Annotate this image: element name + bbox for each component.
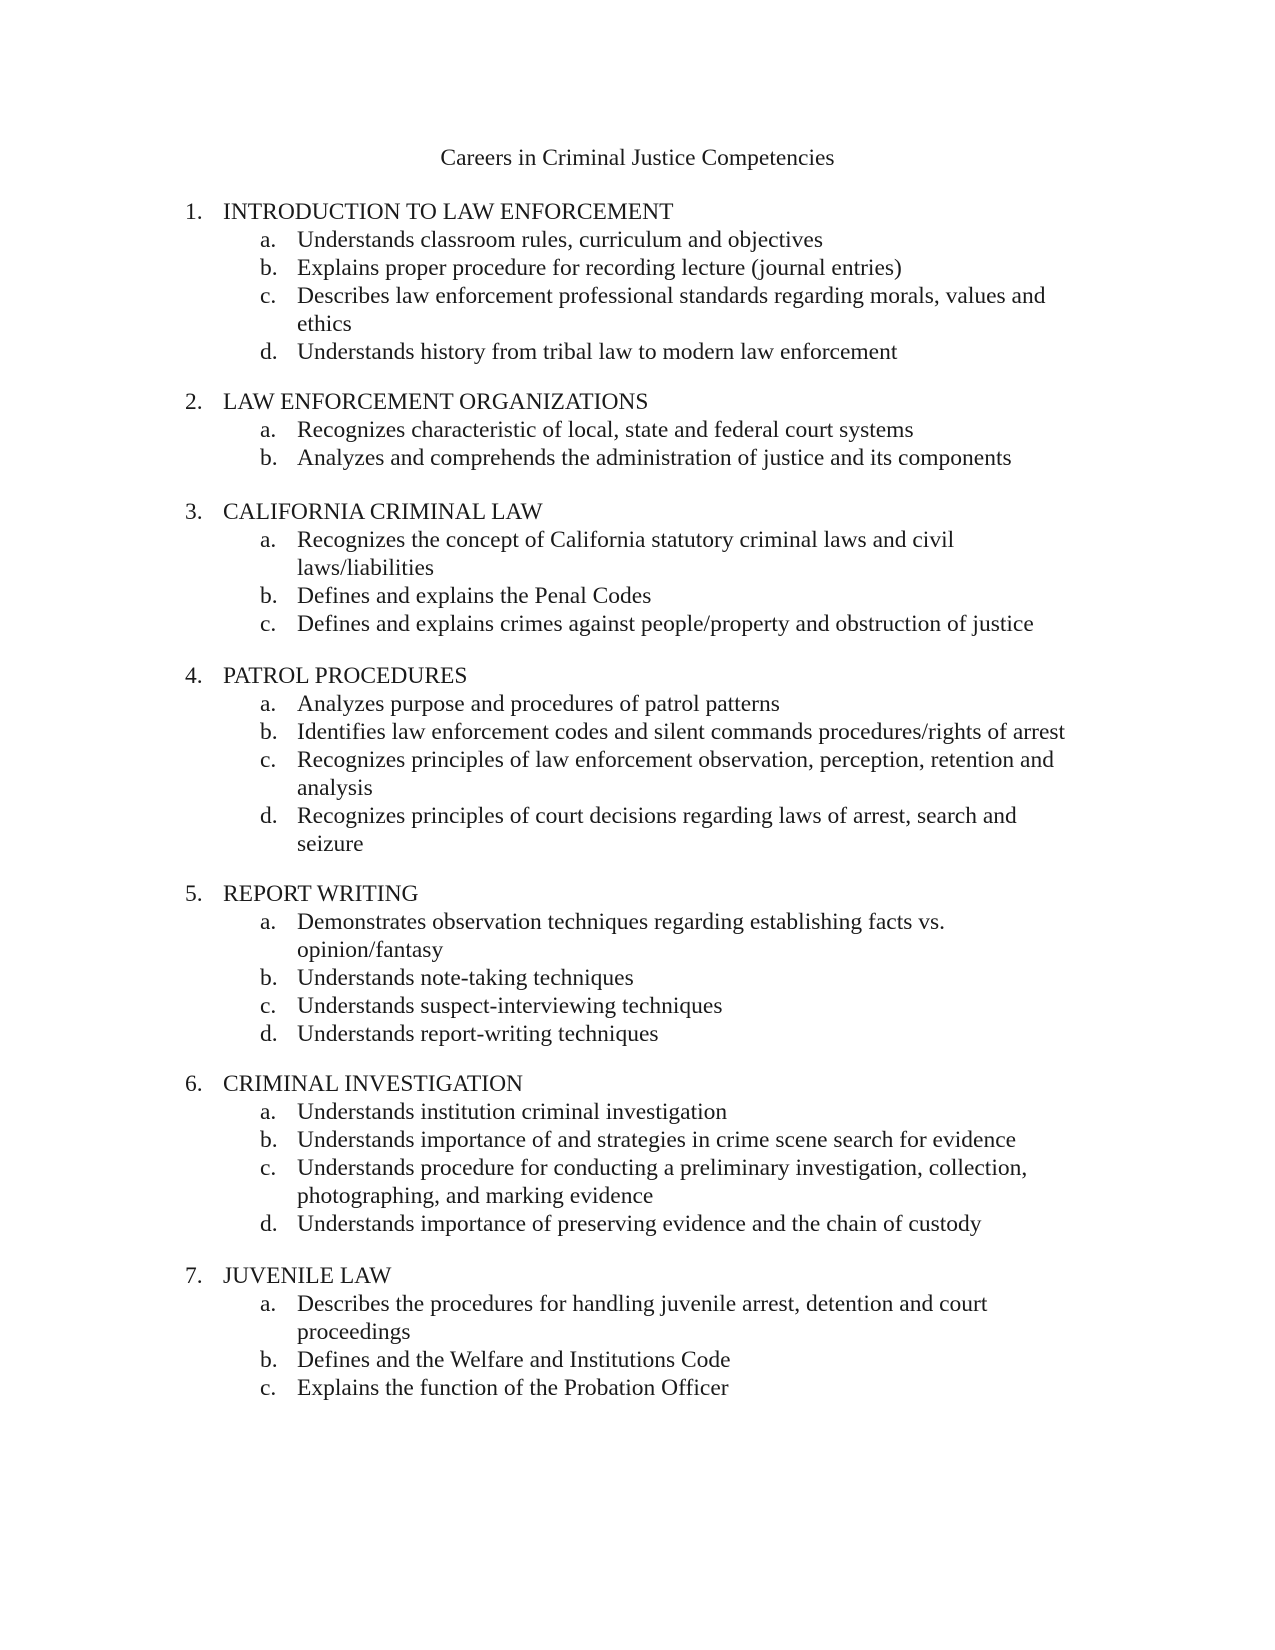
item-letter: c.: [260, 1375, 277, 1401]
list-item: [0, 802, 1275, 858]
item-text: [297, 992, 1147, 1020]
item-letter: d.: [260, 339, 278, 365]
list-item: [0, 718, 1275, 746]
section-heading: [0, 198, 1275, 226]
item-text-line: Explains proper procedure for recording lecture (journal entries): [297, 255, 902, 281]
list-item: [0, 226, 1275, 254]
list-item: [0, 690, 1275, 718]
section-heading: [0, 1070, 1275, 1098]
item-text: [297, 1374, 1147, 1402]
item-text: [297, 802, 1147, 858]
item-letter: a.: [260, 1099, 277, 1125]
item-text: [297, 1098, 1147, 1126]
section-heading-text: LAW ENFORCEMENT ORGANIZATIONS: [223, 389, 649, 415]
item-text-line: Defines and explains crimes against people/property and obstruction of justice: [297, 611, 1034, 637]
item-text-line: Describes the procedures for handling juvenile arrest, detention and court: [297, 1291, 988, 1317]
item-letter: b.: [260, 719, 278, 745]
item-text-line: Understands suspect-interviewing techniques: [297, 993, 723, 1019]
list-item: [0, 1290, 1275, 1346]
section-heading: [0, 1262, 1275, 1290]
item-letter: c.: [260, 747, 277, 773]
section-number: 2.: [185, 389, 203, 415]
item-text-line: Understands note-taking techniques: [297, 965, 634, 991]
item-text-line: Demonstrates observation techniques regarding establishing facts vs.: [297, 909, 946, 935]
list-item: [0, 582, 1275, 610]
section-number: 7.: [185, 1263, 203, 1289]
item-text-line: Understands history from tribal law to modern law enforcement: [297, 339, 898, 365]
list-item: [0, 992, 1275, 1020]
item-text: [297, 1210, 1147, 1238]
item-letter: a.: [260, 1291, 277, 1317]
list-item: [0, 964, 1275, 992]
section-5: [0, 880, 1275, 1048]
item-text-line: Understands importance of preserving evidence and the chain of custody: [297, 1211, 982, 1237]
section-heading: [0, 662, 1275, 690]
item-text: [297, 416, 1147, 444]
item-letter: a.: [260, 691, 277, 717]
item-text: [297, 282, 1147, 338]
list-item: [0, 416, 1275, 444]
item-text-line: Recognizes principles of law enforcement observation, perception, retention and: [297, 747, 1054, 773]
item-letter: b.: [260, 583, 278, 609]
list-item: [0, 610, 1275, 638]
item-letter: d.: [260, 1021, 278, 1047]
item-text: [297, 444, 1147, 472]
item-text-line: Explains the function of the Probation Officer: [297, 1375, 729, 1401]
section-6: [0, 1070, 1275, 1238]
item-text: [297, 526, 1147, 582]
section-1: [0, 198, 1275, 366]
item-text-line: Recognizes principles of court decisions regarding laws of arrest, search and: [297, 803, 1017, 829]
list-item: [0, 1126, 1275, 1154]
item-letter: c.: [260, 283, 277, 309]
item-text: [297, 746, 1147, 802]
item-text-line: analysis: [297, 775, 373, 801]
item-text-line: Understands institution criminal investigation: [297, 1099, 728, 1125]
item-text-line: Describes law enforcement professional standards regarding morals, values and: [297, 283, 1046, 309]
list-item: [0, 1210, 1275, 1238]
list-item: [0, 1374, 1275, 1402]
item-text: [297, 690, 1147, 718]
list-item: [0, 1346, 1275, 1374]
list-item: [0, 1020, 1275, 1048]
list-item: [0, 746, 1275, 802]
item-letter: c.: [260, 993, 277, 1019]
item-letter: b.: [260, 1127, 278, 1153]
item-letter: b.: [260, 1347, 278, 1373]
item-letter: d.: [260, 803, 278, 829]
item-text-line: proceedings: [297, 1319, 411, 1345]
item-letter: c.: [260, 611, 277, 637]
item-text: [297, 1126, 1147, 1154]
section-number: 4.: [185, 663, 203, 689]
item-text: [297, 964, 1147, 992]
list-item: [0, 254, 1275, 282]
item-letter: b.: [260, 255, 278, 281]
item-text-line: Understands procedure for conducting a preliminary investigation, collection,: [297, 1155, 1028, 1181]
item-letter: c.: [260, 1155, 277, 1181]
item-text: [297, 338, 1147, 366]
item-text: [297, 582, 1147, 610]
item-letter: d.: [260, 1211, 278, 1237]
section-number: 3.: [185, 499, 203, 525]
item-text: [297, 254, 1147, 282]
item-text: [297, 1154, 1147, 1210]
item-text: [297, 226, 1147, 254]
section-number: 6.: [185, 1071, 203, 1097]
section-heading: [0, 880, 1275, 908]
item-letter: a.: [260, 909, 277, 935]
item-text-line: Understands classroom rules, curriculum and objectives: [297, 227, 823, 253]
item-text: [297, 908, 1147, 964]
section-heading: [0, 498, 1275, 526]
item-letter: a.: [260, 527, 277, 553]
item-letter: b.: [260, 445, 278, 471]
item-text-line: photographing, and marking evidence: [297, 1183, 654, 1209]
section-heading-text: INTRODUCTION TO LAW ENFORCEMENT: [223, 199, 674, 225]
section-heading-text: REPORT WRITING: [223, 881, 419, 907]
section-4: [0, 662, 1275, 858]
item-text-line: laws/liabilities: [297, 555, 435, 581]
item-text-line: Identifies law enforcement codes and silent commands procedures/rights of arrest: [297, 719, 1066, 745]
item-text-line: Analyzes and comprehends the administration of justice and its components: [297, 445, 1012, 471]
item-text-line: Understands report-writing techniques: [297, 1021, 659, 1047]
item-text-line: Defines and explains the Penal Codes: [297, 583, 652, 609]
list-item: [0, 338, 1275, 366]
list-item: [0, 908, 1275, 964]
document-title: Careers in Criminal Justice Competencies: [440, 145, 835, 171]
section-heading-text: CALIFORNIA CRIMINAL LAW: [223, 499, 543, 525]
section-3: [0, 498, 1275, 638]
section-heading-text: JUVENILE LAW: [223, 1263, 392, 1289]
section-heading: [0, 388, 1275, 416]
item-text: [297, 610, 1147, 638]
list-item: [0, 444, 1275, 472]
item-text-line: opinion/fantasy: [297, 937, 444, 963]
item-text: [297, 718, 1147, 746]
item-text-line: Defines and the Welfare and Institutions Code: [297, 1347, 731, 1373]
list-item: [0, 1154, 1275, 1210]
item-letter: a.: [260, 417, 277, 443]
item-text-line: Recognizes characteristic of local, state and federal court systems: [297, 417, 914, 443]
item-text-line: Recognizes the concept of California statutory criminal laws and civil: [297, 527, 955, 553]
section-heading-text: PATROL PROCEDURES: [223, 663, 468, 689]
item-letter: a.: [260, 227, 277, 253]
section-7: [0, 1262, 1275, 1402]
section-number: 5.: [185, 881, 203, 907]
item-text-line: Understands importance of and strategies in crime scene search for evidence: [297, 1127, 1017, 1153]
item-text-line: seizure: [297, 831, 364, 857]
list-item: [0, 526, 1275, 582]
item-text-line: ethics: [297, 311, 352, 337]
item-text: [297, 1346, 1147, 1374]
section-number: 1.: [185, 199, 203, 225]
item-text: [297, 1290, 1147, 1346]
section-2: [0, 388, 1275, 472]
list-item: [0, 1098, 1275, 1126]
list-item: [0, 282, 1275, 338]
item-letter: b.: [260, 965, 278, 991]
item-text-line: Analyzes purpose and procedures of patrol patterns: [297, 691, 780, 717]
section-heading-text: CRIMINAL INVESTIGATION: [223, 1071, 524, 1097]
item-text: [297, 1020, 1147, 1048]
